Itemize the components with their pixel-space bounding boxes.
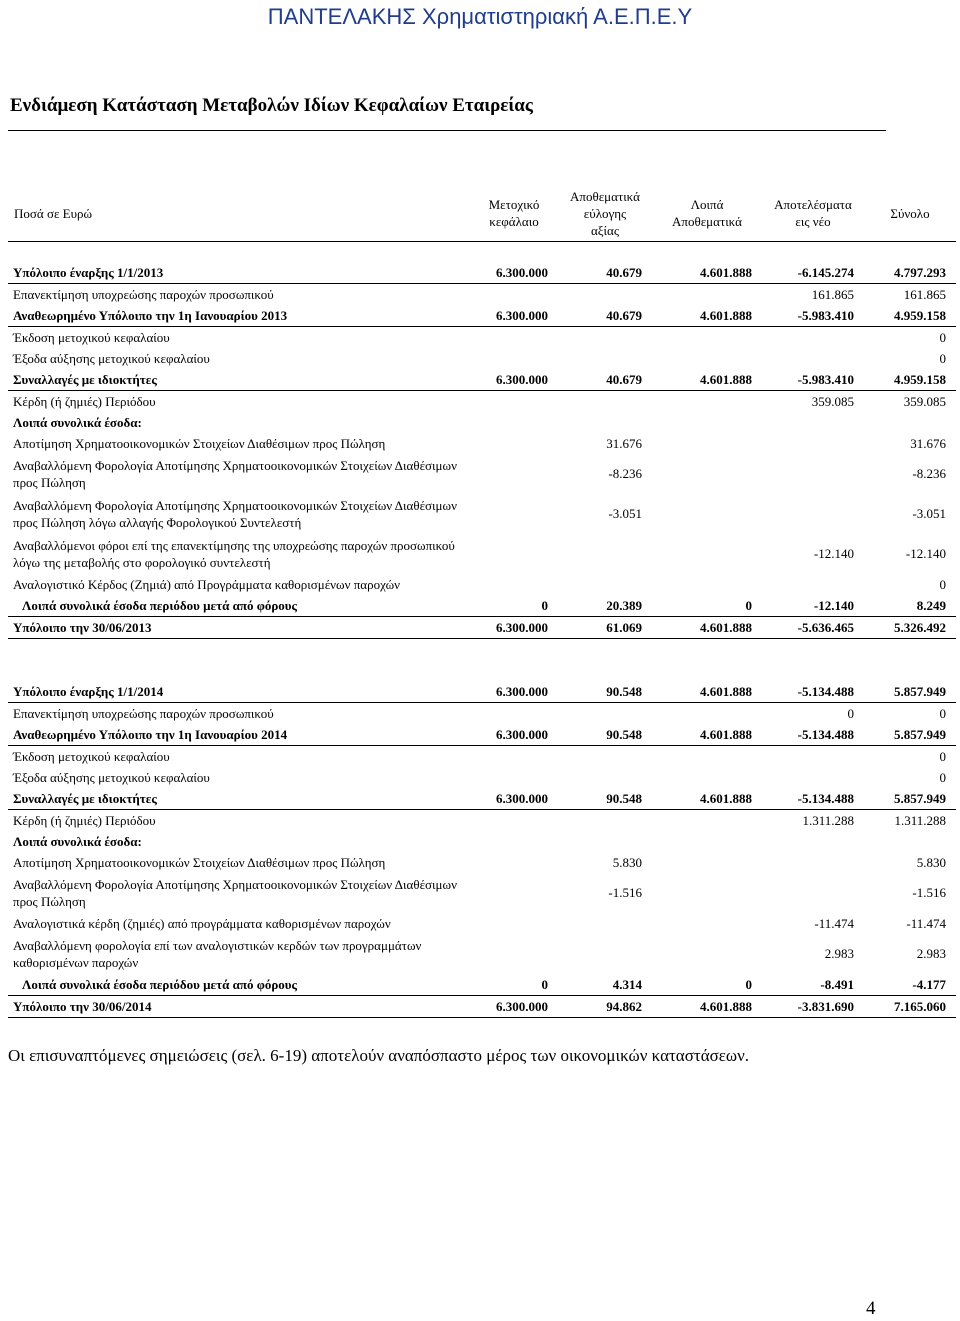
row-value: 4.601.888 bbox=[652, 788, 762, 810]
row-value: -5.983.410 bbox=[762, 305, 864, 327]
row-value bbox=[652, 454, 762, 494]
row-value bbox=[762, 454, 864, 494]
row-label: Κέρδη (ή ζημιές) Περιόδου bbox=[13, 394, 156, 409]
row-value: -1.516 bbox=[608, 885, 642, 900]
row-value bbox=[652, 810, 762, 832]
row-value bbox=[652, 433, 762, 454]
table-row bbox=[8, 262, 956, 284]
row-value: 0 bbox=[939, 748, 946, 764]
row-value: 6.300.000 bbox=[470, 305, 558, 327]
row-label: Αναθεωρημένο Υπόλοιπο την 1η Ιανουαρίου 2013 bbox=[8, 305, 470, 327]
row-value: 0 bbox=[939, 350, 946, 366]
row-value: 4.314 bbox=[558, 974, 652, 996]
row-value bbox=[762, 494, 864, 534]
row-value: 0 bbox=[470, 595, 558, 617]
row-value bbox=[470, 327, 558, 349]
row-value bbox=[652, 494, 762, 534]
row-value: 1.311.288 bbox=[894, 812, 946, 828]
row-value: 20.389 bbox=[558, 595, 652, 617]
row-label: Αναβαλλόμενη Φορολογία Αποτίμησης Χρηματοοικονομικών Στοιχείων Διαθέσιμων προς Πώληση bbox=[13, 877, 457, 909]
table-row bbox=[8, 703, 956, 725]
table-row bbox=[8, 852, 956, 873]
company-title: ΠΑΝΤΕΛΑΚΗΣ Χρηματιστηριακή Α.Ε.Π.Ε.Υ bbox=[267, 4, 693, 29]
row-value bbox=[762, 831, 864, 852]
row-value: 6.300.000 bbox=[470, 996, 558, 1018]
row-value: -8.236 bbox=[912, 466, 946, 481]
table-row bbox=[8, 873, 956, 913]
row-value: 2.983 bbox=[824, 946, 854, 961]
row-value bbox=[470, 454, 558, 494]
row-label: Αποτίμηση Χρηματοοικονομικών Στοιχείων Διαθέσιμων προς Πώληση bbox=[13, 855, 386, 870]
row-value bbox=[470, 852, 558, 873]
equity-table-2014 bbox=[8, 681, 956, 1018]
row-value bbox=[558, 534, 652, 574]
table-row bbox=[8, 831, 956, 852]
row-value bbox=[762, 348, 864, 369]
row-value bbox=[558, 810, 652, 832]
title-divider bbox=[8, 130, 886, 131]
row-value: 61.069 bbox=[558, 617, 652, 639]
table-row bbox=[8, 574, 956, 595]
row-value: 4.601.888 bbox=[652, 617, 762, 639]
row-value: 4.601.888 bbox=[652, 996, 762, 1018]
table-row bbox=[8, 327, 956, 349]
row-value bbox=[558, 831, 652, 852]
row-value: -5.636.465 bbox=[762, 617, 864, 639]
table-row bbox=[8, 934, 956, 974]
row-value bbox=[762, 574, 864, 595]
row-value: 0 bbox=[939, 705, 946, 721]
row-value: 4.601.888 bbox=[652, 305, 762, 327]
row-label: Έξοδα αύξησης μετοχικού κεφαλαίου bbox=[13, 770, 210, 785]
row-value: -3.051 bbox=[608, 506, 642, 521]
row-label: Υπόλοιπο έναρξης 1/1/2013 bbox=[8, 262, 470, 284]
row-label: Λοιπά συνολικά έσοδα: bbox=[13, 415, 142, 430]
row-value: 31.676 bbox=[606, 435, 642, 451]
row-label: Αναβαλλόμενη Φορολογία Αποτίμησης Χρηματοοικονομικών Στοιχείων Διαθέσιμων προς Πώληση bbox=[13, 458, 457, 490]
row-value: -12.140 bbox=[762, 595, 864, 617]
row-value: 4.601.888 bbox=[652, 724, 762, 746]
row-value: -6.145.274 bbox=[762, 262, 864, 284]
row-value: -12.140 bbox=[905, 546, 946, 561]
row-label: Αναβαλλόμενη φορολογία επί των αναλογιστικών κερδών των προγραμμάτων καθορισμένων παροχών bbox=[13, 938, 422, 970]
table-row bbox=[8, 724, 956, 746]
row-value bbox=[558, 348, 652, 369]
row-label: Αναβαλλόμενη Φορολογία Αποτίμησης Χρηματοοικονομικών Στοιχείων Διαθέσιμων προς Πώληση λόγω αλλαγής Φορολογικού Συντελεστή bbox=[13, 498, 457, 530]
row-label: Λοιπά συνολικά έσοδα περιόδου μετά από φόρους bbox=[8, 974, 470, 996]
row-value bbox=[762, 433, 864, 454]
row-value bbox=[762, 746, 864, 768]
row-value: -8.491 bbox=[762, 974, 864, 996]
row-value: 90.548 bbox=[558, 724, 652, 746]
footer-note: Οι επισυναπτόμενες σημειώσεις (σελ. 6-19) αποτελούν αναπόσπαστο μέρος των οικονομικών καταστάσεων. bbox=[8, 1046, 750, 1065]
row-value: 4.959.158 bbox=[864, 305, 956, 327]
row-value: 5.857.949 bbox=[864, 724, 956, 746]
table-row bbox=[8, 810, 956, 832]
row-value bbox=[470, 934, 558, 974]
row-value bbox=[762, 327, 864, 349]
column-header bbox=[8, 185, 956, 242]
row-value bbox=[652, 574, 762, 595]
row-label: Αποτίμηση Χρηματοοικονομικών Στοιχείων Διαθέσιμων προς Πώληση bbox=[13, 436, 386, 451]
row-value: 0 bbox=[652, 595, 762, 617]
row-value bbox=[470, 494, 558, 534]
row-value bbox=[762, 767, 864, 788]
row-value bbox=[470, 810, 558, 832]
row-value: 0 bbox=[939, 576, 946, 592]
row-value bbox=[652, 412, 762, 433]
table-row bbox=[8, 348, 956, 369]
row-value bbox=[652, 831, 762, 852]
row-value bbox=[558, 412, 652, 433]
row-value bbox=[652, 767, 762, 788]
row-value: 4.797.293 bbox=[864, 262, 956, 284]
table-row bbox=[8, 534, 956, 574]
col-total: Σύνολο bbox=[890, 205, 930, 221]
row-value: 4.601.888 bbox=[652, 681, 762, 703]
row-value bbox=[558, 703, 652, 725]
row-value bbox=[762, 412, 864, 433]
row-value: -11.474 bbox=[906, 915, 946, 931]
row-value bbox=[558, 574, 652, 595]
row-value bbox=[470, 746, 558, 768]
row-value bbox=[558, 934, 652, 974]
row-label: Αναλογιστικό Κέρδος (Ζημιά) από Προγράμματα καθορισμένων παροχών bbox=[13, 577, 401, 592]
row-value: 8.249 bbox=[864, 595, 956, 617]
page-number: 4 bbox=[866, 1298, 876, 1319]
row-label: Λοιπά συνολικά έσοδα περιόδου μετά από φόρους bbox=[8, 595, 470, 617]
row-value bbox=[558, 746, 652, 768]
row-label: Συναλλαγές με ιδιοκτήτες bbox=[8, 369, 470, 391]
row-value bbox=[652, 703, 762, 725]
row-value bbox=[864, 412, 956, 433]
row-value: 6.300.000 bbox=[470, 788, 558, 810]
row-value bbox=[558, 913, 652, 934]
row-value bbox=[652, 913, 762, 934]
row-value bbox=[652, 284, 762, 306]
row-value: 0 bbox=[939, 329, 946, 345]
row-value bbox=[470, 391, 558, 413]
row-value bbox=[762, 852, 864, 873]
row-value: 359.085 bbox=[903, 393, 946, 409]
row-value bbox=[470, 348, 558, 369]
row-value: 2.983 bbox=[916, 946, 946, 961]
row-label: Επανεκτίμηση υποχρεώσης παροχών προσωπικού bbox=[13, 287, 274, 302]
row-value bbox=[470, 767, 558, 788]
row-value bbox=[558, 767, 652, 788]
table-row bbox=[8, 681, 956, 703]
row-value: 7.165.060 bbox=[864, 996, 956, 1018]
table-row bbox=[8, 974, 956, 996]
row-value bbox=[470, 873, 558, 913]
row-value: -12.140 bbox=[813, 546, 854, 561]
row-value: 94.862 bbox=[558, 996, 652, 1018]
row-value: 0 bbox=[470, 974, 558, 996]
row-value: -11.474 bbox=[814, 915, 854, 931]
row-value: 40.679 bbox=[558, 305, 652, 327]
row-value bbox=[470, 574, 558, 595]
row-label: Αναλογιστικά κέρδη (ζημιές) από προγράμματα καθορισμένων παροχών bbox=[13, 916, 391, 931]
row-value: 31.676 bbox=[910, 435, 946, 451]
row-value: 161.865 bbox=[811, 286, 854, 302]
row-label: Αναβαλλόμενοι φόροι επί της επανεκτίμησης της υποχρεώσης παροχών προσωπικού λόγω της μεταβολής στο φορολογικό συντελεστή bbox=[13, 538, 455, 570]
table-row bbox=[8, 391, 956, 413]
row-value: 161.865 bbox=[903, 286, 946, 302]
row-value bbox=[558, 284, 652, 306]
row-value: 4.601.888 bbox=[652, 369, 762, 391]
row-value bbox=[470, 703, 558, 725]
row-value bbox=[864, 831, 956, 852]
row-label: Έκδοση μετοχικού κεφαλαίου bbox=[13, 330, 170, 345]
row-value: -5.134.488 bbox=[762, 681, 864, 703]
row-label: Έξοδα αύξησης μετοχικού κεφαλαίου bbox=[13, 351, 210, 366]
table-row bbox=[8, 433, 956, 454]
row-value: 0 bbox=[847, 705, 854, 721]
row-value: 0 bbox=[939, 769, 946, 785]
row-value bbox=[470, 433, 558, 454]
row-value: 5.857.949 bbox=[864, 788, 956, 810]
row-value: -1.516 bbox=[912, 885, 946, 900]
row-value bbox=[470, 913, 558, 934]
col-share-capital: Μετοχικό κεφάλαιο bbox=[488, 197, 540, 229]
table-row bbox=[8, 595, 956, 617]
row-value bbox=[470, 534, 558, 574]
row-value bbox=[652, 852, 762, 873]
table-row bbox=[8, 284, 956, 306]
row-value: 359.085 bbox=[811, 393, 854, 409]
table-row bbox=[8, 788, 956, 810]
row-value: 6.300.000 bbox=[470, 681, 558, 703]
row-value bbox=[558, 327, 652, 349]
table-row bbox=[8, 617, 956, 639]
table-row bbox=[8, 996, 956, 1018]
row-value: -8.236 bbox=[608, 466, 642, 481]
row-value: 4.601.888 bbox=[652, 262, 762, 284]
row-label: Συναλλαγές με ιδιοκτήτες bbox=[8, 788, 470, 810]
table-row bbox=[8, 913, 956, 934]
row-value bbox=[762, 873, 864, 913]
row-value bbox=[470, 831, 558, 852]
row-value: 6.300.000 bbox=[470, 724, 558, 746]
table-row bbox=[8, 412, 956, 433]
table-row bbox=[8, 305, 956, 327]
row-value bbox=[652, 746, 762, 768]
row-value: 6.300.000 bbox=[470, 617, 558, 639]
row-value: -3.051 bbox=[912, 506, 946, 521]
row-value: 0 bbox=[652, 974, 762, 996]
row-value: 40.679 bbox=[558, 262, 652, 284]
row-value: -5.134.488 bbox=[762, 724, 864, 746]
row-value: 6.300.000 bbox=[470, 369, 558, 391]
row-value: -4.177 bbox=[864, 974, 956, 996]
amounts-label: Ποσά σε Ευρώ bbox=[14, 206, 93, 221]
row-label: Κέρδη (ή ζημιές) Περιόδου bbox=[13, 813, 156, 828]
row-value bbox=[470, 412, 558, 433]
row-value bbox=[652, 348, 762, 369]
row-value bbox=[652, 934, 762, 974]
col-other-reserves: Λοιπά Αποθεματικά bbox=[672, 197, 742, 229]
row-value: 40.679 bbox=[558, 369, 652, 391]
row-label: Έκδοση μετοχικού κεφαλαίου bbox=[13, 749, 170, 764]
row-value bbox=[652, 391, 762, 413]
table-row bbox=[8, 746, 956, 768]
col-fair-value-reserves: Αποθεματικά εύλογης αξίας bbox=[570, 188, 640, 238]
row-label: Λοιπά συνολικά έσοδα: bbox=[13, 834, 142, 849]
row-value: -5.983.410 bbox=[762, 369, 864, 391]
row-value: 90.548 bbox=[558, 788, 652, 810]
row-value bbox=[558, 391, 652, 413]
row-value bbox=[652, 327, 762, 349]
row-value bbox=[652, 534, 762, 574]
table-row bbox=[8, 494, 956, 534]
table-row bbox=[8, 454, 956, 494]
document-title: Ενδιάμεση Κατάσταση Μεταβολών Ιδίων Κεφαλαίων Εταιρείας bbox=[10, 95, 533, 116]
row-label: Επανεκτίμηση υποχρεώσης παροχών προσωπικού bbox=[13, 706, 274, 721]
row-value: 6.300.000 bbox=[470, 262, 558, 284]
row-label: Υπόλοιπο την 30/06/2014 bbox=[8, 996, 470, 1018]
row-value bbox=[652, 873, 762, 913]
row-value: 4.959.158 bbox=[864, 369, 956, 391]
row-value: 5.326.492 bbox=[864, 617, 956, 639]
row-value: 5.857.949 bbox=[864, 681, 956, 703]
row-value: 90.548 bbox=[558, 681, 652, 703]
row-value: 5.830 bbox=[916, 854, 946, 870]
table-row bbox=[8, 767, 956, 788]
row-value: -5.134.488 bbox=[762, 788, 864, 810]
table-row bbox=[8, 369, 956, 391]
row-label: Υπόλοιπο την 30/06/2013 bbox=[8, 617, 470, 639]
row-label: Αναθεωρημένο Υπόλοιπο την 1η Ιανουαρίου 2014 bbox=[8, 724, 470, 746]
row-label: Υπόλοιπο έναρξης 1/1/2014 bbox=[8, 681, 470, 703]
row-value: 1.311.288 bbox=[802, 812, 854, 828]
col-retained-earnings: Αποτελέσματα εις νέο bbox=[774, 197, 852, 229]
row-value: 5.830 bbox=[612, 854, 642, 870]
row-value bbox=[470, 284, 558, 306]
row-value: -3.831.690 bbox=[762, 996, 864, 1018]
equity-table-2013 bbox=[8, 262, 956, 639]
